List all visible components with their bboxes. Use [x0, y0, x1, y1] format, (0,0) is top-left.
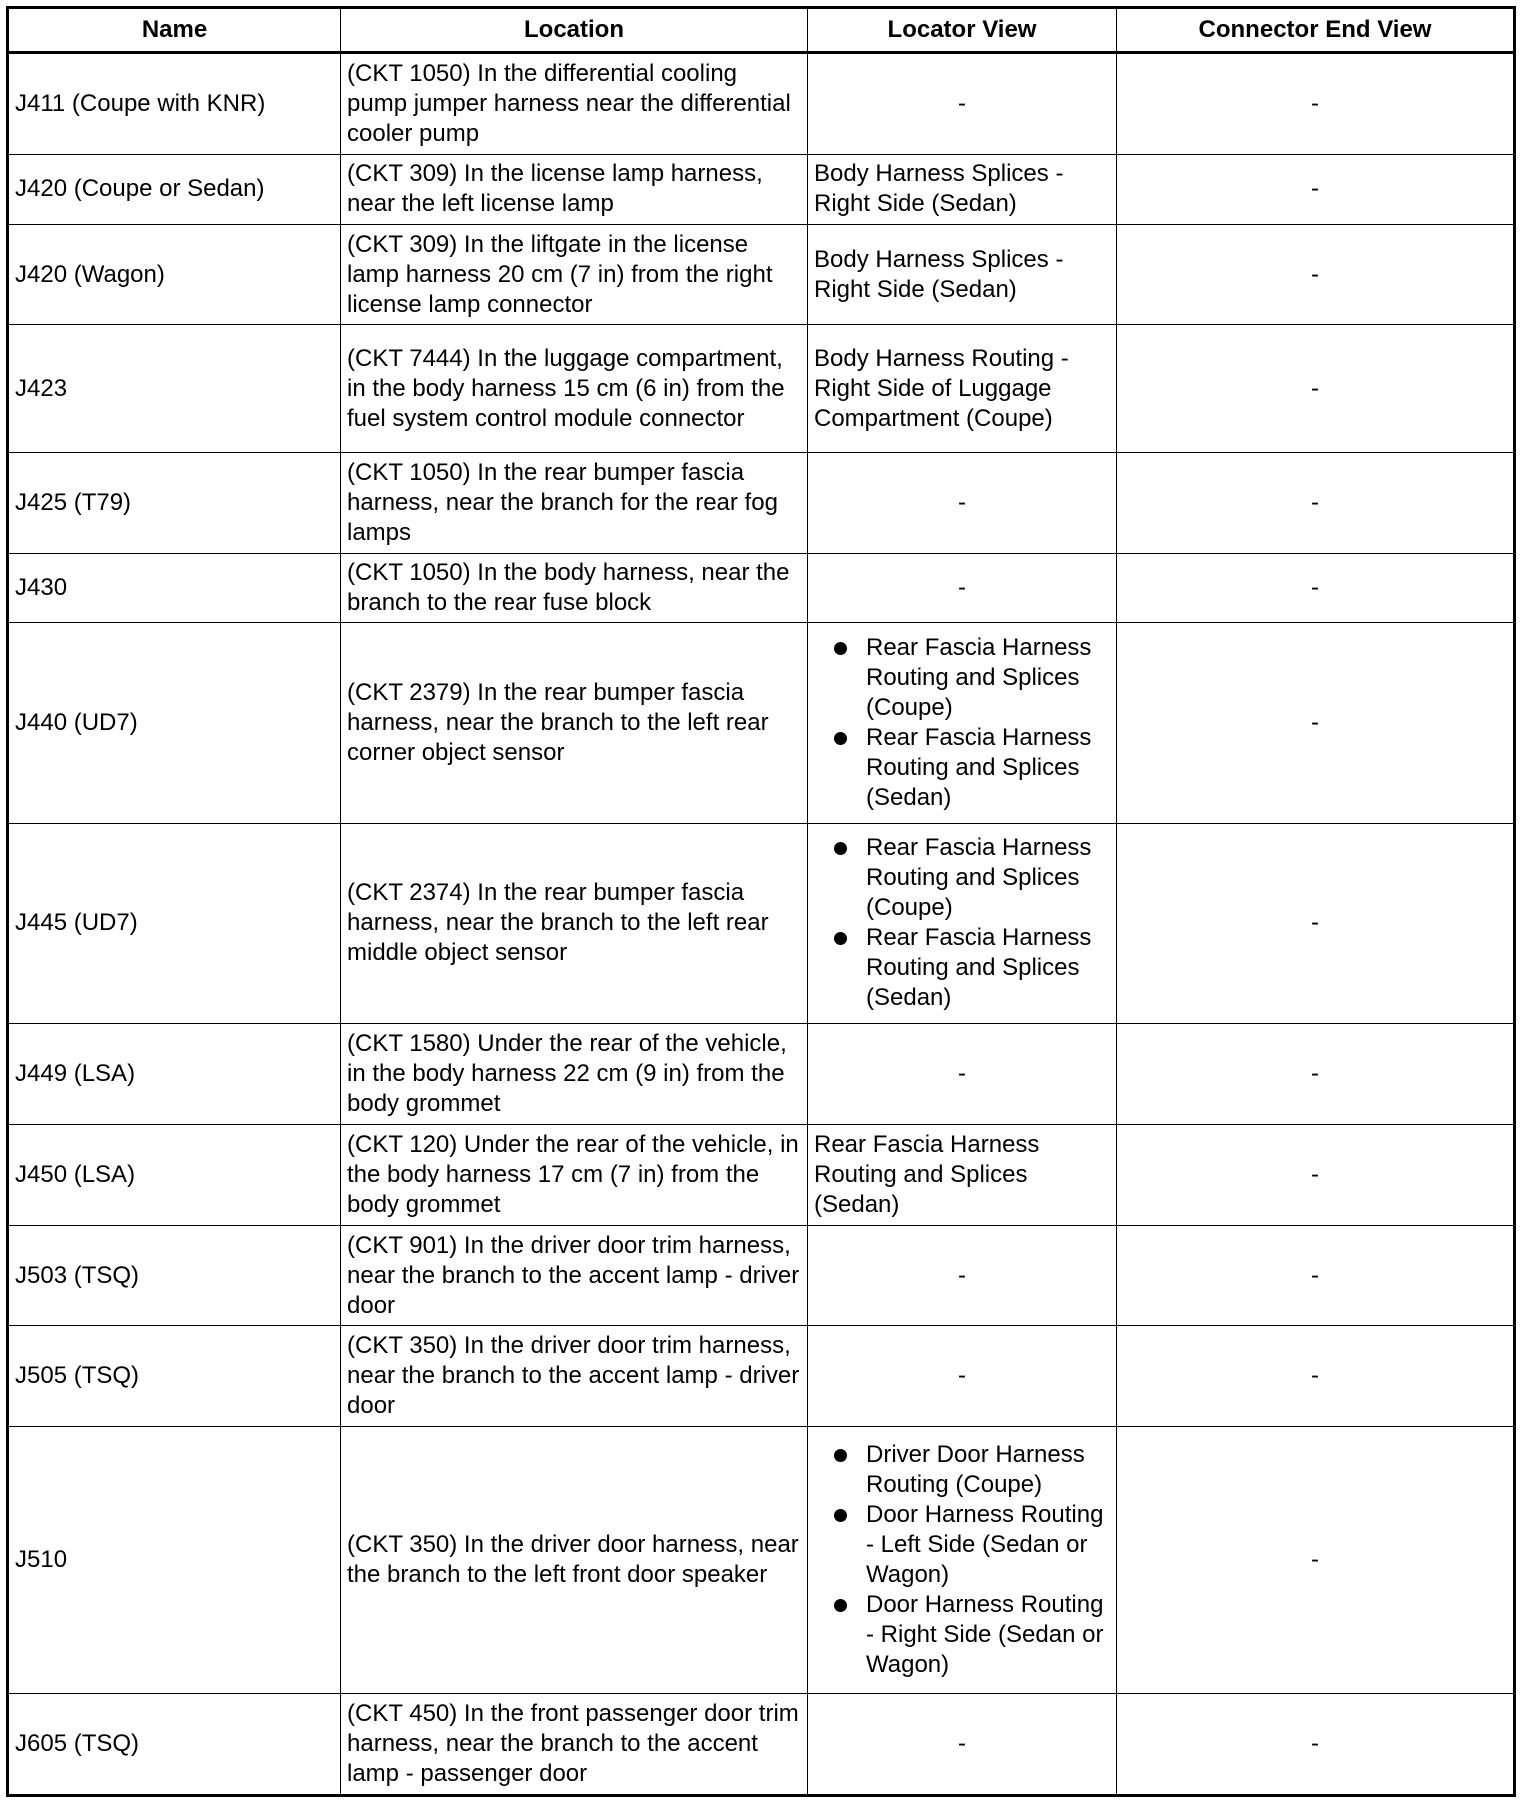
locator-view-cell: - [808, 1326, 1117, 1427]
table-row [8, 1694, 1515, 1796]
location-cell: (CKT 901) In the driver door trim harness, near the branch to the accent lamp - driver door [341, 1225, 808, 1326]
table-row [8, 224, 1515, 325]
locator-view-cell: Body Harness Routing - Right Side of Luggage Compartment (Coupe) [808, 325, 1117, 452]
table-row [8, 1024, 1515, 1125]
connector-end-view-cell: - [1117, 452, 1515, 553]
locator-view-cell [808, 623, 1117, 823]
locator-view-cell: Body Harness Splices - Right Side (Sedan) [808, 224, 1117, 325]
connector-end-view-cell: - [1117, 1694, 1515, 1796]
connector-end-view-cell: - [1117, 1326, 1515, 1427]
table-row [8, 53, 1515, 155]
locator-view-item [814, 1500, 1110, 1590]
locator-view-item [814, 723, 1110, 813]
location-cell: (CKT 309) In the liftgate in the license lamp harness 20 cm (7 in) from the right license lamp connector [341, 224, 808, 325]
splice-name-cell: J449 (LSA) [8, 1024, 341, 1125]
table-row [8, 1225, 1515, 1326]
locator-view-cell [808, 1427, 1117, 1694]
splice-name-cell: J420 (Coupe or Sedan) [8, 154, 341, 224]
table-row [8, 325, 1515, 452]
header-name: Name [8, 8, 341, 53]
location-cell: (CKT 1050) In the body harness, near the branch to the rear fuse block [341, 553, 808, 623]
connector-end-view-cell: - [1117, 1024, 1515, 1125]
header-row [8, 8, 1515, 53]
locator-view-cell: - [808, 53, 1117, 155]
splice-name-cell: J411 (Coupe with KNR) [8, 53, 341, 155]
location-cell: (CKT 1580) Under the rear of the vehicle, in the body harness 22 cm (9 in) from the body grommet [341, 1024, 808, 1125]
splice-name-cell: J440 (UD7) [8, 623, 341, 823]
locator-view-list [814, 633, 1110, 813]
table-row [8, 553, 1515, 623]
bullet-icon [834, 1449, 847, 1462]
bullet-icon [834, 642, 847, 655]
connector-end-view-cell: - [1117, 623, 1515, 823]
location-cell: (CKT 350) In the driver door harness, near the branch to the left front door speaker [341, 1427, 808, 1694]
locator-view-cell: - [808, 452, 1117, 553]
header-connector-end-view: Connector End View [1117, 8, 1515, 53]
connector-end-view-cell: - [1117, 1124, 1515, 1225]
table-row [8, 823, 1515, 1023]
location-cell: (CKT 1050) In the differential cooling pump jumper harness near the differential cooler pump [341, 53, 808, 155]
bullet-icon [834, 732, 847, 745]
splice-name-cell: J503 (TSQ) [8, 1225, 341, 1326]
locator-view-cell: - [808, 1225, 1117, 1326]
locator-view-item [814, 833, 1110, 923]
locator-view-cell: Rear Fascia Harness Routing and Splices (Sedan) [808, 1124, 1117, 1225]
table-row [8, 623, 1515, 823]
connector-end-view-cell: - [1117, 154, 1515, 224]
locator-view-item-text: Rear Fascia Harness Routing and Splices (Coupe) [866, 633, 1092, 721]
table-row [8, 1427, 1515, 1694]
bullet-icon [834, 842, 847, 855]
connector-end-view-cell: - [1117, 325, 1515, 452]
bullet-icon [834, 1509, 847, 1522]
splice-name-cell: J430 [8, 553, 341, 623]
splice-name-cell: J510 [8, 1427, 341, 1694]
splice-name-cell: J505 (TSQ) [8, 1326, 341, 1427]
table-row [8, 1326, 1515, 1427]
location-cell: (CKT 1050) In the rear bumper fascia harness, near the branch for the rear fog lamps [341, 452, 808, 553]
connector-end-view-cell: - [1117, 1225, 1515, 1326]
locator-view-cell: - [808, 1024, 1117, 1125]
bullet-icon [834, 1599, 847, 1612]
locator-view-cell: - [808, 1694, 1117, 1796]
table-body [8, 53, 1515, 1796]
splice-name-cell: J450 (LSA) [8, 1124, 341, 1225]
locator-view-list [814, 833, 1110, 1013]
locator-view-item-text: Rear Fascia Harness Routing and Splices (Sedan) [866, 924, 1092, 1012]
connector-end-view-cell: - [1117, 823, 1515, 1023]
header-locator-view: Locator View [808, 8, 1117, 53]
locator-view-cell [808, 823, 1117, 1023]
connector-end-view-cell: - [1117, 53, 1515, 155]
location-cell: (CKT 350) In the driver door trim harness, near the branch to the accent lamp - driver door [341, 1326, 808, 1427]
location-cell: (CKT 2379) In the rear bumper fascia harness, near the branch to the left rear corner object sensor [341, 623, 808, 823]
locator-view-item [814, 1590, 1110, 1680]
bullet-icon [834, 932, 847, 945]
locator-view-list [814, 1440, 1110, 1680]
locator-view-item [814, 923, 1110, 1013]
locator-view-cell: Body Harness Splices - Right Side (Sedan) [808, 154, 1117, 224]
location-cell: (CKT 450) In the front passenger door trim harness, near the branch to the accent lamp - passenger door [341, 1694, 808, 1796]
locator-view-item-text: Door Harness Routing - Left Side (Sedan or Wagon) [866, 1501, 1104, 1589]
locator-view-cell: - [808, 553, 1117, 623]
splice-name-cell: J423 [8, 325, 341, 452]
table-row [8, 452, 1515, 553]
locator-view-item-text: Rear Fascia Harness Routing and Splices (Sedan) [866, 723, 1092, 811]
splice-name-cell: J605 (TSQ) [8, 1694, 341, 1796]
location-cell: (CKT 7444) In the luggage compartment, in the body harness 15 cm (6 in) from the fuel system control module connector [341, 325, 808, 452]
locator-view-item-text: Door Harness Routing - Right Side (Sedan or Wagon) [866, 1591, 1104, 1679]
location-cell: (CKT 309) In the license lamp harness, near the left license lamp [341, 154, 808, 224]
header-location: Location [341, 8, 808, 53]
connector-end-view-cell: - [1117, 1427, 1515, 1694]
locator-view-item [814, 633, 1110, 723]
connector-end-view-cell: - [1117, 224, 1515, 325]
locator-view-item-text: Rear Fascia Harness Routing and Splices (Coupe) [866, 834, 1092, 922]
locator-view-item [814, 1440, 1110, 1500]
splice-name-cell: J420 (Wagon) [8, 224, 341, 325]
connector-end-view-cell: - [1117, 553, 1515, 623]
location-cell: (CKT 2374) In the rear bumper fascia harness, near the branch to the left rear middle object sensor [341, 823, 808, 1023]
table-row [8, 1124, 1515, 1225]
table-row [8, 154, 1515, 224]
splice-name-cell: J425 (T79) [8, 452, 341, 553]
splice-location-table [6, 6, 1516, 1797]
location-cell: (CKT 120) Under the rear of the vehicle, in the body harness 17 cm (7 in) from the body grommet [341, 1124, 808, 1225]
locator-view-item-text: Driver Door Harness Routing (Coupe) [866, 1441, 1085, 1499]
splice-name-cell: J445 (UD7) [8, 823, 341, 1023]
